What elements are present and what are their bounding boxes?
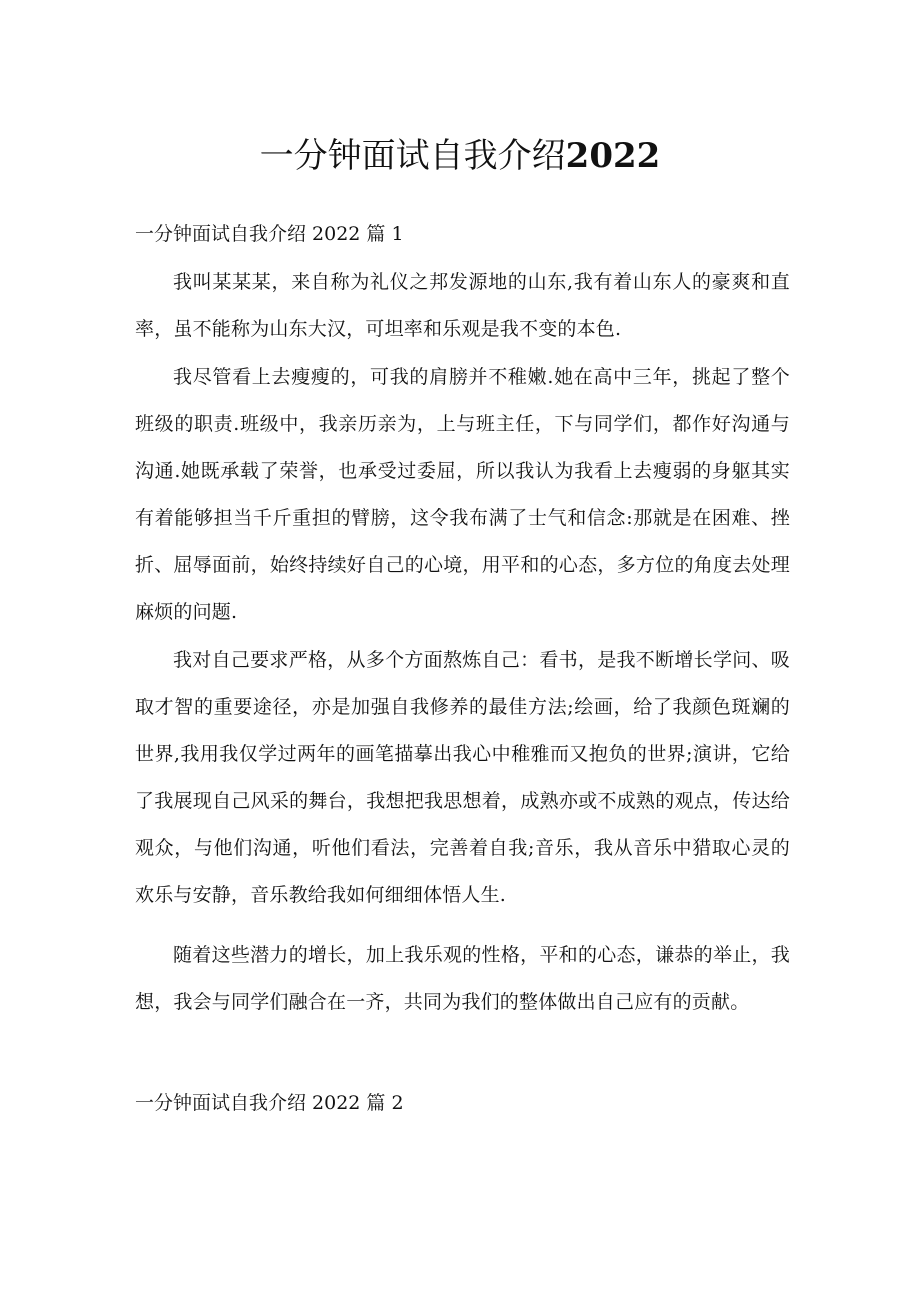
document-title-text: 一分钟面试自我介绍 xyxy=(259,136,566,176)
section-heading-1: 一分钟面试自我介绍 2022 篇 1 xyxy=(135,223,404,245)
paragraph-2: 我尽管看上去瘦瘦的，可我的肩膀并不稚嫩.她在高中三年，挑起了整个班级的职责.班级中，我亲历亲为，上与班主任，下与同学们，都作好沟通与沟通.她既承载了荣誉，也承受过委屈，所以我认为我看上去瘦弱的身躯其实有着能够担当千斤重担的臂膀，这令我布满了士气和信念:那就是在困难、挫折、屈辱面前，始终持续好自己的心境，用平和的心态，多方位的角度去处理麻烦的问题. xyxy=(135,366,790,623)
paragraph-3: 我对自己要求严格，从多个方面熬炼自己：看书，是我不断增长学问、吸取才智的重要途径，亦是加强自我修养的最佳方法;绘画，给了我颜色斑斓的世界,我用我仅学过两年的画笔描摹出我心中稚雅而又抱负的世界;演讲，它给了我展现自己风采的舞台，我想把我思想着，成熟亦或不成熟的观点，传达给观众，与他们沟通，听他们看法，完善着自我;音乐，我从音乐中猎取心灵的欢乐与安静，音乐教给我如何细细体悟人生. xyxy=(135,649,790,906)
document-title xyxy=(0,132,920,180)
paragraph-1: 我叫某某某，来自称为礼仪之邦发源地的山东,我有着山东人的豪爽和直率，虽不能称为山东大汉，可坦率和乐观是我不变的本色. xyxy=(135,271,790,340)
section-heading-2: 一分钟面试自我介绍 2022 篇 2 xyxy=(135,1092,404,1114)
paragraph-4: 随着这些潜力的增长，加上我乐观的性格，平和的心态，谦恭的举止，我想，我会与同学们融合在一齐，共同为我们的整体做出自己应有的贡献。 xyxy=(135,944,790,1013)
document-title-year: 2022 xyxy=(565,136,661,176)
